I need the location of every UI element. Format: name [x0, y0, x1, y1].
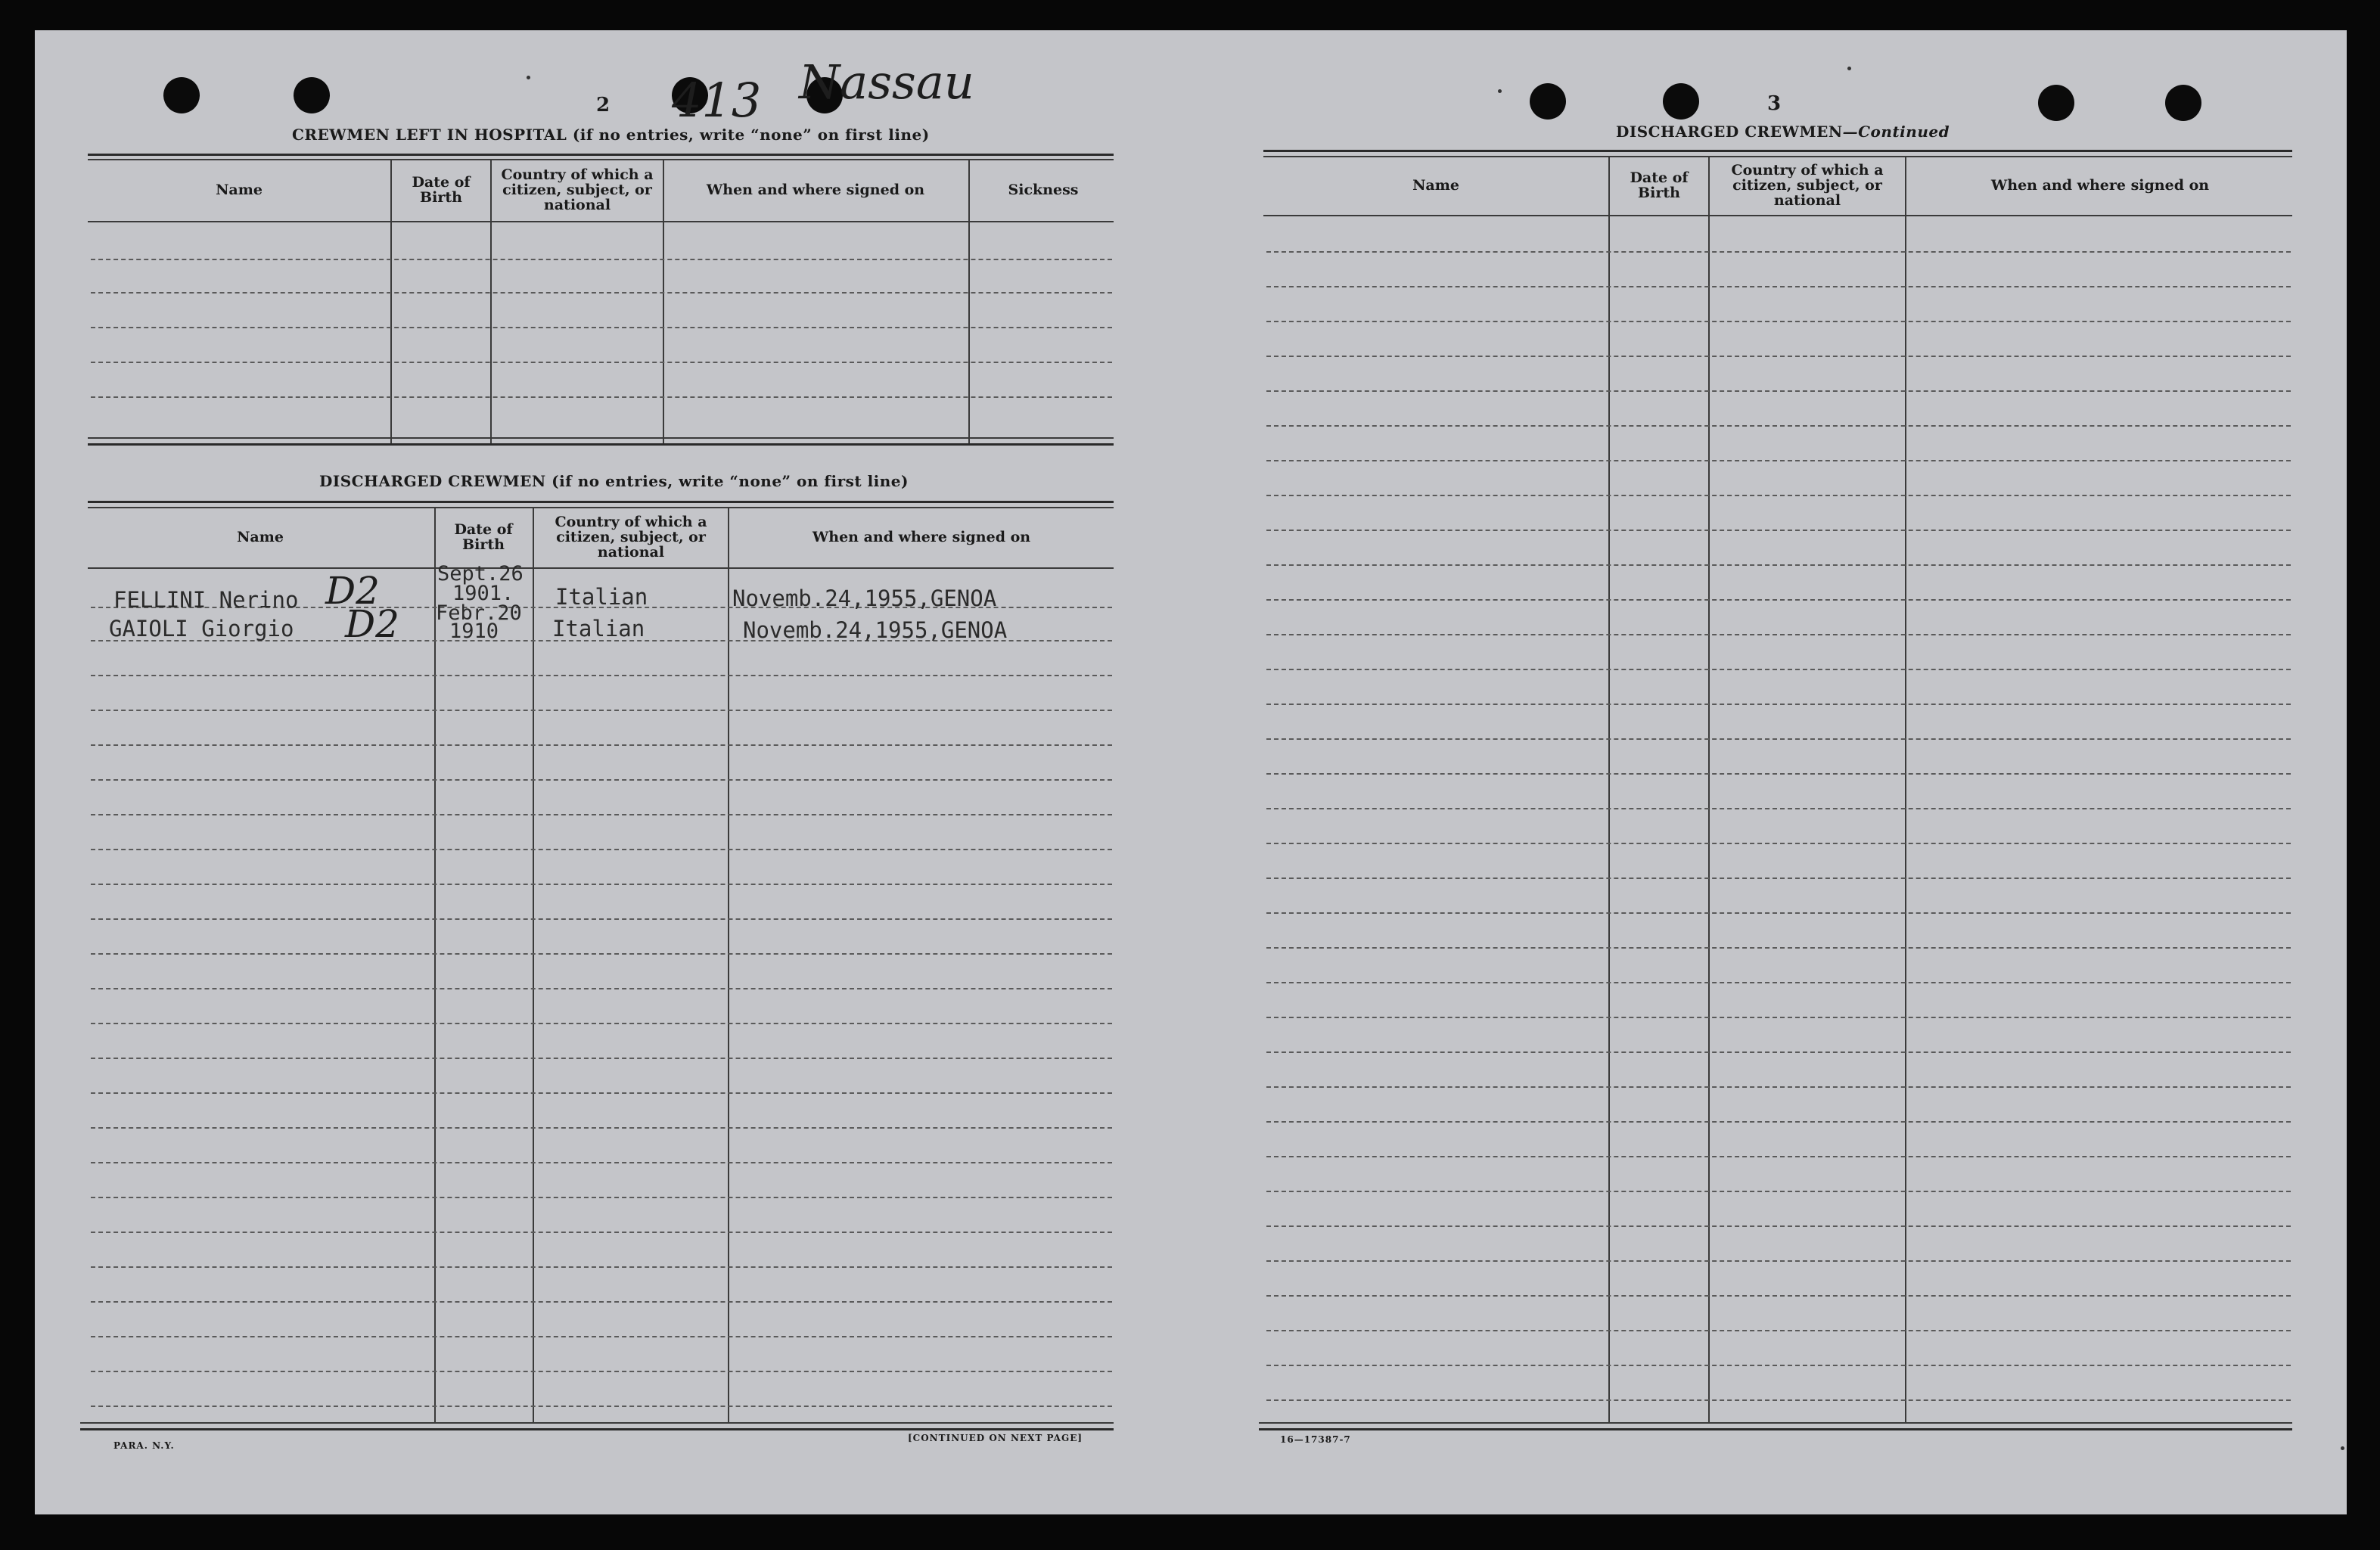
- crew-row-2-signed: Novemb.24,1955,GENOA: [743, 617, 1008, 643]
- hospital-section-title: [292, 126, 930, 144]
- crew-row-1-dob-day: Sept.26: [437, 562, 524, 586]
- discharged-title: DISCHARGED CREWMEN: [319, 472, 546, 490]
- document-sheet: [35, 30, 2347, 1514]
- hospital-col-signed: When and where signed on: [706, 182, 925, 198]
- punch-hole: [1663, 83, 1699, 120]
- hospital-instruction: (if no entries, write “none” on first line): [572, 126, 930, 144]
- crew-row-1-signed: Novemb.24,1955,GENOA: [732, 586, 997, 611]
- crew-row-2-name: GAIOLI Giorgio: [109, 616, 294, 641]
- punch-hole: [1530, 83, 1566, 120]
- crew-row-1-dob-year: 1901.: [452, 582, 514, 605]
- hospital-col-dob: Date of Birth: [412, 174, 471, 206]
- punch-hole: [2165, 85, 2201, 121]
- page-number: 2: [596, 94, 611, 116]
- crew-row-2-dob-year: 1910: [449, 620, 499, 643]
- form-number: 16—17387-7: [1280, 1434, 1351, 1445]
- crew-row-1-name: FELLINI Nerino: [113, 587, 299, 613]
- discharged-col-signed: When and where signed on: [812, 529, 1031, 545]
- crew-row-2-country: Italian: [552, 616, 645, 641]
- discharged-col-country: Country of which a citizen, subject, or national: [555, 514, 707, 561]
- discharged-continued-suffix: —Continued: [1842, 123, 1950, 141]
- crew-row-1-mark: D2: [325, 569, 380, 613]
- discharged-continued-title: [1616, 123, 1950, 141]
- hospital-col-name: Name: [216, 182, 263, 198]
- punch-hole: [2038, 85, 2074, 121]
- handwritten-manifest-number: 413: [672, 73, 762, 128]
- hospital-col-sickness: Sickness: [1008, 182, 1079, 198]
- printer-imprint: PARA. N.Y.: [113, 1440, 175, 1451]
- discharged-col-dob: Date of Birth: [454, 521, 513, 553]
- crew-row-2-mark: D2: [345, 602, 399, 646]
- hospital-col-country: Country of which a citizen, subject, or national: [501, 166, 654, 213]
- continued-col-dob: Date of Birth: [1630, 169, 1689, 201]
- handwritten-ship-name: Nassau: [799, 54, 974, 110]
- continued-notice: [CONTINUED ON NEXT PAGE]: [908, 1433, 1083, 1443]
- continued-col-country: Country of which a citizen, subject, or national: [1731, 162, 1884, 209]
- discharged-instruction: (if no entries, write “none” on first line): [552, 472, 909, 490]
- page-number: 3: [1767, 92, 1782, 115]
- continued-col-signed: When and where signed on: [1990, 177, 2210, 194]
- discharged-col-name: Name: [237, 529, 284, 545]
- continued-col-name: Name: [1412, 177, 1459, 194]
- punch-hole: [163, 77, 200, 113]
- hospital-title: CREWMEN LEFT IN HOSPITAL: [292, 126, 567, 144]
- crew-row-2-dob-day: Febr.20: [436, 601, 522, 625]
- crew-row-1-country: Italian: [555, 584, 648, 610]
- punch-hole: [294, 77, 330, 113]
- discharged-section-title: [319, 472, 909, 490]
- discharged-continued-title-main: DISCHARGED CREWMEN: [1616, 123, 1843, 141]
